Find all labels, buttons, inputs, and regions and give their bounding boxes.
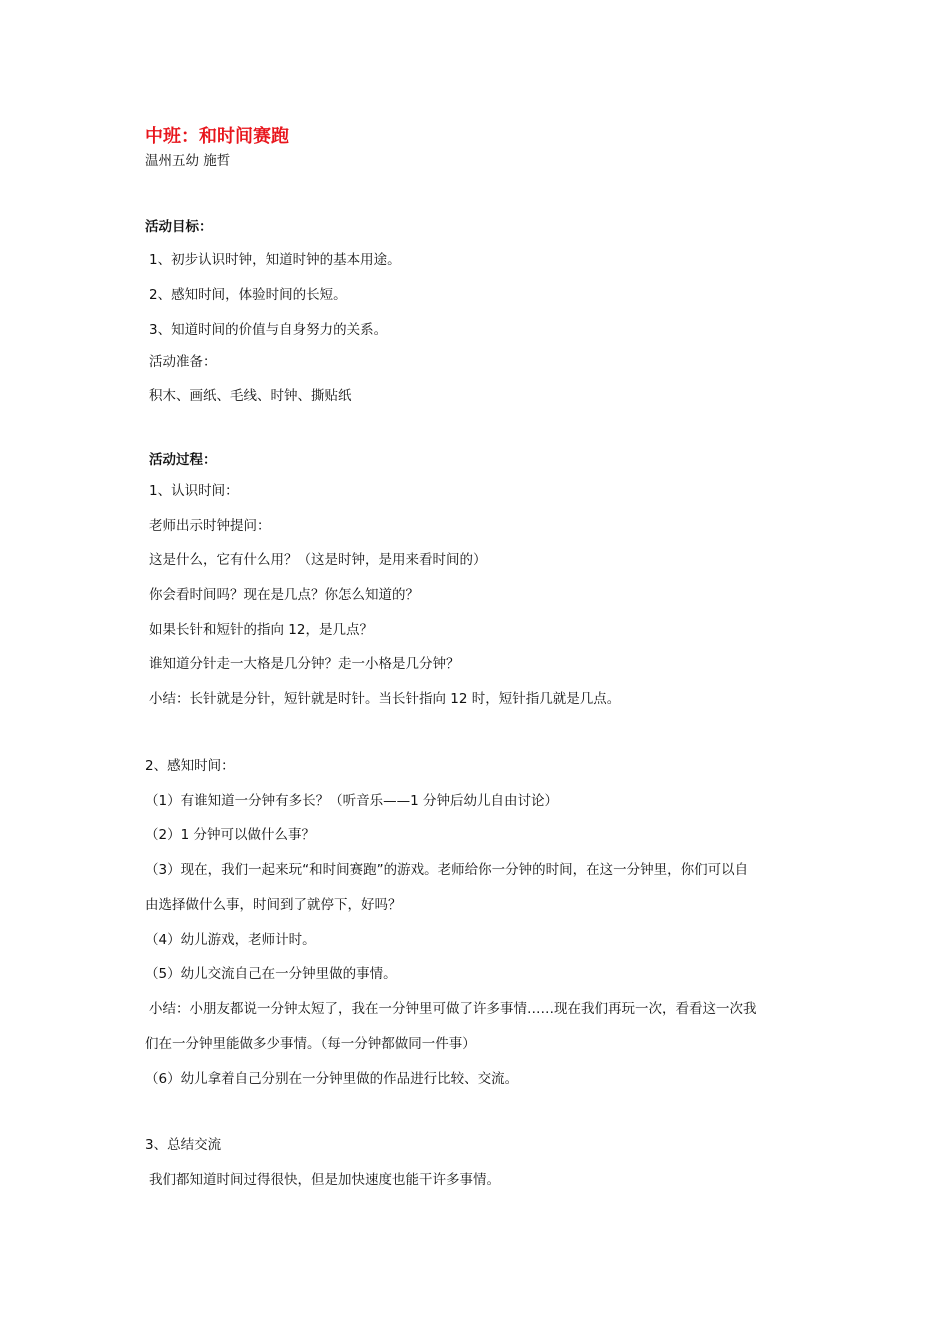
process-heading: 活动过程： — [149, 452, 217, 468]
section1-line: 如果长针和短针的指向 12，是几点？ — [149, 622, 373, 638]
author-line: 温州五幼 施哲 — [145, 153, 231, 169]
section1-line: 老师出示时钟提问： — [149, 518, 271, 534]
prep-items: 积木、画纸、毛线、时钟、撕贴纸 — [149, 388, 352, 404]
section1-summary: 小结：长针就是分针，短针就是时针。当长针指向 12 时，短针指几就是几点。 — [149, 691, 621, 707]
section2-line: （2）1 分钟可以做什么事？ — [145, 827, 315, 843]
section2-line: （3）现在，我们一起来玩“和时间赛跑”的游戏。老师给你一分钟的时间，在这一分钟里，你们可以自 — [145, 862, 749, 878]
goal-item: 3、知道时间的价值与自身努力的关系。 — [149, 322, 388, 338]
section2-summary: 小结：小朋友都说一分钟太短了，我在一分钟里可做了许多事情……现在我们再玩一次，看看这一次我 — [149, 1001, 757, 1017]
document-title: 中班：和时间赛跑 — [145, 126, 289, 147]
section2-line: （4）幼儿游戏，老师计时。 — [145, 932, 316, 948]
section1-line: 谁知道分针走一大格是几分钟？走一小格是几分钟？ — [149, 656, 460, 672]
goal-item: 2、感知时间，体验时间的长短。 — [149, 287, 347, 303]
section2-heading: 2、感知时间： — [145, 758, 235, 774]
section2-line: 们在一分钟里能做多少事情。（每一分钟都做同一件事） — [145, 1036, 476, 1052]
prep-heading: 活动准备： — [149, 354, 217, 370]
section2-line: 由选择做什么事，时间到了就停下，好吗？ — [145, 897, 402, 913]
section2-line: （5）幼儿交流自己在一分钟里做的事情。 — [145, 966, 397, 982]
section1-line: 这是什么，它有什么用？（这是时钟，是用来看时间的） — [149, 552, 487, 568]
section2-line: （6）幼儿拿着自己分别在一分钟里做的作品进行比较、交流。 — [145, 1071, 519, 1087]
section2-line: （1）有谁知道一分钟有多长？（听音乐——1 分钟后幼儿自由讨论） — [145, 793, 558, 809]
section3-heading: 3、总结交流 — [145, 1137, 222, 1153]
section1-line: 你会看时间吗？现在是几点？你怎么知道的？ — [149, 587, 419, 603]
goal-item: 1、初步认识时钟，知道时钟的基本用途。 — [149, 252, 401, 268]
goals-heading: 活动目标： — [145, 219, 213, 235]
section3-line: 我们都知道时间过得很快，但是加快速度也能干许多事情。 — [149, 1172, 500, 1188]
section1-heading: 1、认识时间： — [149, 483, 239, 499]
